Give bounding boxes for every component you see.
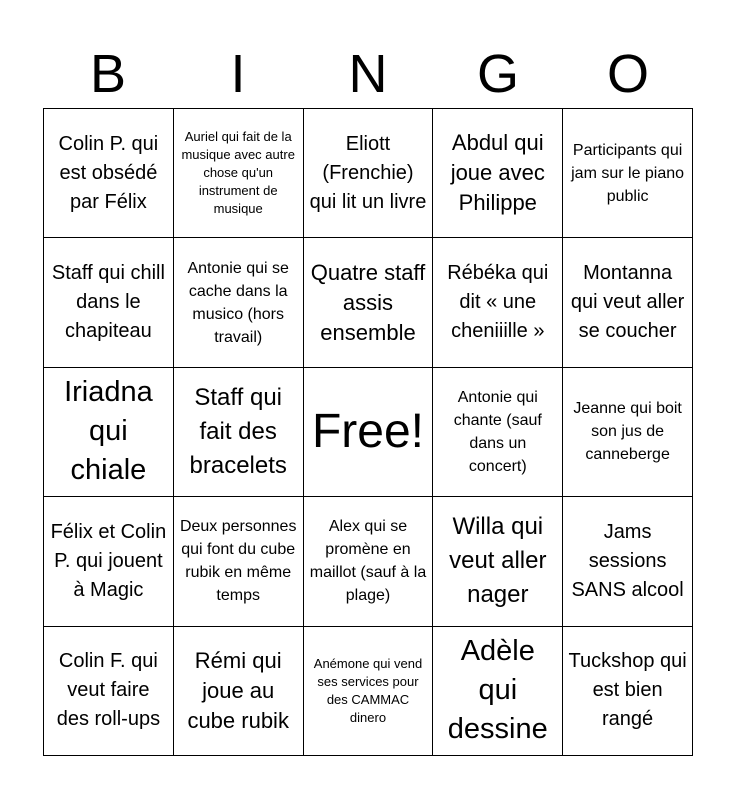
bingo-cell-r1c1[interactable]: Colin P. qui est obsédé par Félix bbox=[44, 109, 174, 238]
bingo-cell-r3c2[interactable]: Staff qui fait des bracelets bbox=[174, 368, 304, 497]
bingo-cell-r2c1[interactable]: Staff qui chill dans le chapiteau bbox=[44, 238, 174, 367]
bingo-cell-free[interactable]: Free! bbox=[304, 368, 434, 497]
header-letter-i: I bbox=[230, 44, 246, 104]
bingo-cell-r5c1[interactable]: Colin F. qui veut faire des roll-ups bbox=[44, 627, 174, 756]
bingo-cell-r2c4[interactable]: Rébéka qui dit « une cheniiille » bbox=[433, 238, 563, 367]
bingo-cell-r1c4[interactable]: Abdul qui joue avec Philippe bbox=[433, 109, 563, 238]
bingo-cell-r1c3[interactable]: Eliott (Frenchie) qui lit un livre bbox=[304, 109, 434, 238]
bingo-cell-r2c2[interactable]: Antonie qui se cache dans la musico (hors travail) bbox=[174, 238, 304, 367]
bingo-cell-r5c4[interactable]: Adèle qui dessine bbox=[433, 627, 563, 756]
bingo-cell-r2c5[interactable]: Montanna qui veut aller se coucher bbox=[563, 238, 693, 367]
bingo-board bbox=[43, 108, 693, 756]
header-letter-b: B bbox=[89, 44, 127, 104]
bingo-cell-r3c1[interactable]: Iriadna qui chiale bbox=[44, 368, 174, 497]
bingo-header bbox=[43, 40, 693, 108]
bingo-cell-r4c4[interactable]: Willa qui veut aller nager bbox=[433, 497, 563, 626]
bingo-cell-r5c3[interactable]: Anémone qui vend ses services pour des CAMMAC dinero bbox=[304, 627, 434, 756]
bingo-cell-r3c4[interactable]: Antonie qui chante (sauf dans un concert) bbox=[433, 368, 563, 497]
bingo-cell-r1c2[interactable]: Auriel qui fait de la musique avec autre chose qu'un instrument de musique bbox=[174, 109, 304, 238]
header-letter-o: O bbox=[606, 44, 649, 104]
bingo-cell-r4c2[interactable]: Deux personnes qui font du cube rubik en même temps bbox=[174, 497, 304, 626]
bingo-cell-r4c1[interactable]: Félix et Colin P. qui jouent à Magic bbox=[44, 497, 174, 626]
bingo-cell-r5c2[interactable]: Rémi qui joue au cube rubik bbox=[174, 627, 304, 756]
header-letter-n: N bbox=[348, 44, 388, 104]
bingo-cell-r4c3[interactable]: Alex qui se promène en maillot (sauf à la plage) bbox=[304, 497, 434, 626]
bingo-cell-r2c3[interactable]: Quatre staff assis ensemble bbox=[304, 238, 434, 367]
bingo-cell-r5c5[interactable]: Tuckshop qui est bien rangé bbox=[563, 627, 693, 756]
bingo-cell-r1c5[interactable]: Participants qui jam sur le piano public bbox=[563, 109, 693, 238]
bingo-cell-r3c5[interactable]: Jeanne qui boit son jus de canneberge bbox=[563, 368, 693, 497]
bingo-cell-r4c5[interactable]: Jams sessions SANS alcool bbox=[563, 497, 693, 626]
header-letter-g: G bbox=[476, 44, 519, 104]
